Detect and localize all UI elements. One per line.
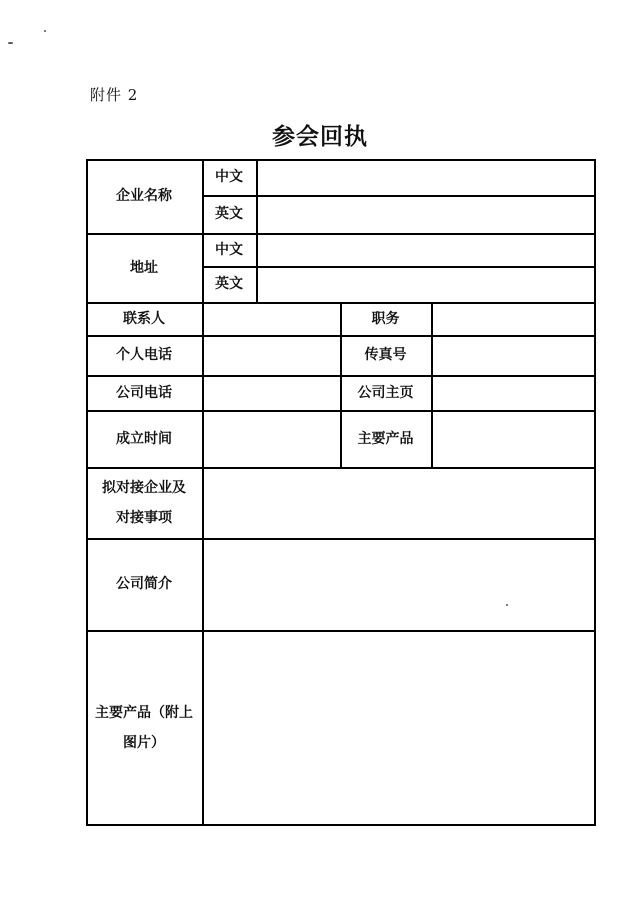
docking-field[interactable] [204, 469, 594, 538]
table-border-right [594, 159, 596, 825]
products-pictures-label-line2: 图片） [123, 734, 165, 751]
address-chinese-label: 中文 [215, 241, 243, 258]
contact-person-label: 联系人 [123, 310, 165, 327]
scan-speck [44, 30, 46, 32]
founded-time-label: 成立时间 [116, 430, 172, 447]
products-pictures-label [86, 630, 202, 825]
docking-label [86, 467, 202, 538]
company-name-label: 企业名称 [116, 188, 172, 204]
company-phone-label: 公司电话 [116, 384, 172, 401]
company-name-chinese-field[interactable] [258, 161, 594, 195]
products-pictures-field[interactable] [204, 632, 594, 824]
docking-label-line1: 拟对接企业及 [102, 479, 186, 496]
address-chinese-field[interactable] [258, 235, 594, 266]
products-pictures-label-line1: 主要产品（附上 [95, 704, 193, 721]
company-intro-label: 公司简介 [116, 576, 172, 592]
form-title: 参会回执 [272, 123, 368, 150]
personal-phone-field[interactable] [204, 337, 340, 375]
company-homepage-field[interactable] [433, 377, 594, 410]
founded-time-field[interactable] [204, 412, 340, 467]
fax-field[interactable] [433, 337, 594, 375]
company-name-english-label: 英文 [215, 206, 243, 222]
docking-label-line2: 对接事项 [116, 509, 172, 526]
position-field[interactable] [433, 304, 594, 335]
reply-form-table [86, 159, 596, 825]
company-phone-field[interactable] [204, 377, 340, 410]
company-name-chinese-label: 中文 [215, 169, 243, 185]
address-english-field[interactable] [258, 268, 594, 302]
contact-person-field[interactable] [204, 304, 340, 335]
position-label: 职务 [371, 310, 400, 327]
company-homepage-label: 公司主页 [357, 384, 414, 401]
attachment-label: 附件 2 [90, 86, 139, 104]
address-english-label: 英文 [215, 276, 243, 292]
address-label: 地址 [130, 259, 158, 276]
main-products-label: 主要产品 [357, 430, 414, 447]
company-intro-field[interactable] [204, 540, 594, 630]
scan-speck [506, 604, 508, 606]
scan-speck [8, 42, 13, 44]
personal-phone-label: 个人电话 [116, 347, 172, 363]
main-products-field[interactable] [433, 412, 594, 467]
fax-label: 传真号 [364, 347, 407, 363]
company-name-english-field[interactable] [258, 197, 594, 233]
